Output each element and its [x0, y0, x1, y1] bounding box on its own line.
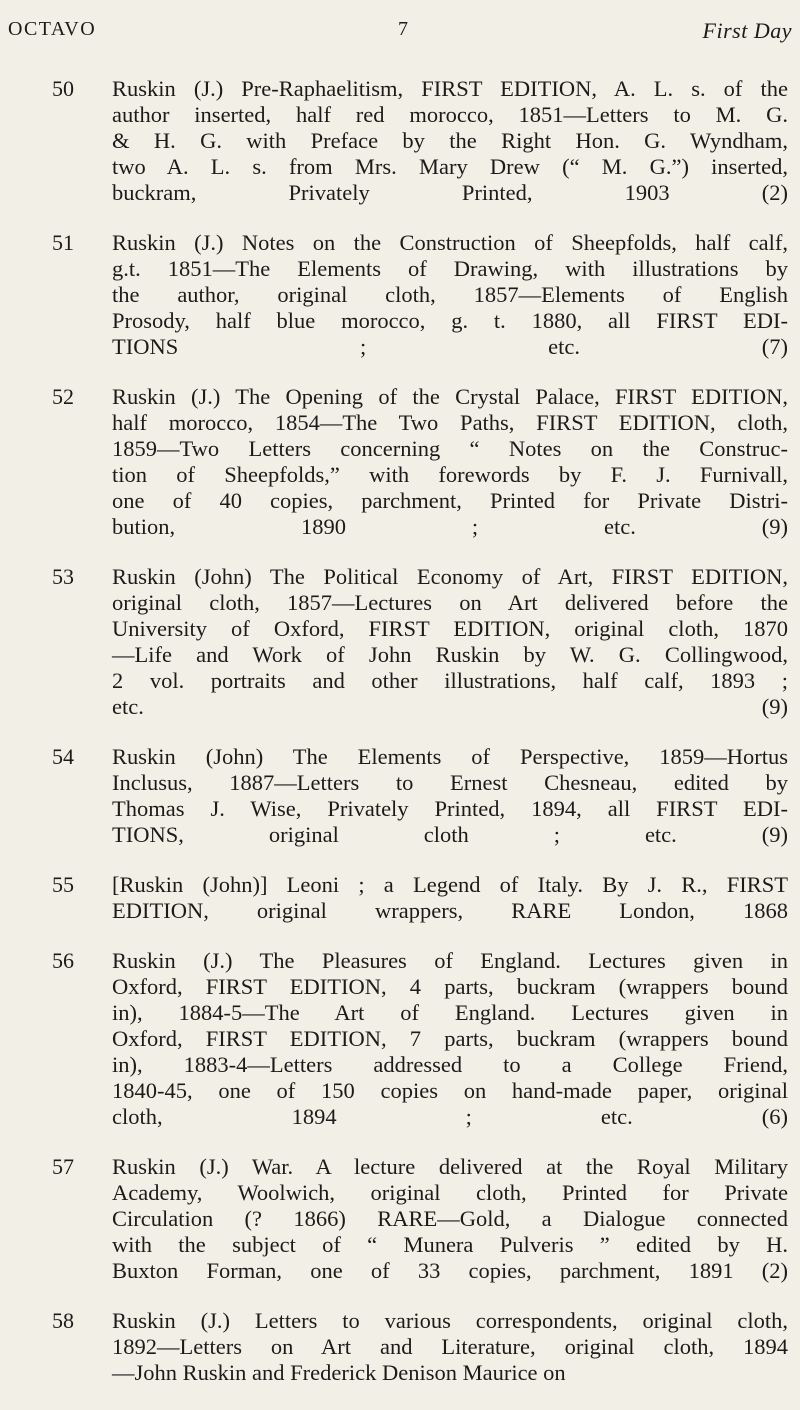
- lot-number: 54: [52, 744, 74, 769]
- description-line: Prosody, half blue morocco, g. t. 1880, all FIRST EDI-: [112, 308, 788, 333]
- lot-description: [112, 230, 788, 360]
- lot-description: [112, 744, 788, 848]
- description-line: Thomas J. Wise, Privately Printed, 1894, all FIRST EDI-: [112, 796, 788, 821]
- description-line: EDITION, original wrappers, RARE London, 1868: [112, 898, 788, 923]
- description-line: author inserted, half red morocco, 1851—Letters to M. G.: [112, 102, 788, 127]
- description-line: Ruskin (J.) The Pleasures of England. Lectures given in: [112, 948, 788, 973]
- description-line: one of 40 copies, parchment, Printed for Private Distri-: [112, 488, 788, 513]
- description-line: —John Ruskin and Frederick Denison Maurice on: [112, 1360, 566, 1385]
- description-line: half morocco, 1854—The Two Paths, FIRST EDITION, cloth,: [112, 410, 788, 435]
- lot-number: 53: [52, 564, 74, 589]
- lot-entry: [0, 1154, 800, 1284]
- description-line: & H. G. with Preface by the Right Hon. G. Wyndham,: [112, 128, 788, 153]
- lot-number: 55: [52, 872, 74, 897]
- lot-description: [112, 564, 788, 720]
- description-line: 1859—Two Letters concerning “ Notes on the Construc-: [112, 436, 788, 461]
- description-line: —Life and Work of John Ruskin by W. G. Collingwood,: [112, 642, 788, 667]
- description-line: the author, original cloth, 1857—Elements of English: [112, 282, 788, 307]
- lot-entry: [0, 564, 800, 720]
- lot-list: [0, 76, 800, 1410]
- description-line: g.t. 1851—The Elements of Drawing, with illustrations by: [112, 256, 788, 281]
- description-line: Ruskin (John) The Political Economy of Art, FIRST EDITION,: [112, 564, 788, 589]
- description-line: Oxford, FIRST EDITION, 4 parts, buckram (wrappers bound: [112, 974, 788, 999]
- description-line: TIONS, original cloth ; etc. (9): [112, 822, 788, 847]
- lot-description: [112, 76, 788, 206]
- lot-entry: [0, 384, 800, 540]
- description-line: 1892—Letters on Art and Literature, original cloth, 1894: [112, 1334, 788, 1359]
- lot-description: [112, 948, 788, 1130]
- description-line: buckram, Privately Printed, 1903 (2): [112, 180, 788, 205]
- lot-entry: [0, 744, 800, 848]
- description-line: etc. (9): [112, 694, 788, 719]
- description-line: tion of Sheepfolds,” with forewords by F. J. Furnivall,: [112, 462, 788, 487]
- page-header: [8, 18, 792, 48]
- page-number: 7: [398, 18, 409, 40]
- lot-entry: [0, 1308, 800, 1386]
- description-line: 2 vol. portraits and other illustrations, half calf, 1893 ;: [112, 668, 788, 693]
- description-line: in), 1883-4—Letters addressed to a College Friend,: [112, 1052, 788, 1077]
- lot-number: 57: [52, 1154, 74, 1179]
- lot-number: 58: [52, 1308, 74, 1333]
- lot-description: [112, 1308, 788, 1386]
- description-line: 1840-45, one of 150 copies on hand-made paper, original: [112, 1078, 788, 1103]
- lot-entry: [0, 76, 800, 206]
- lot-number: 51: [52, 230, 74, 255]
- lot-entry: [0, 948, 800, 1130]
- description-line: with the subject of “ Munera Pulveris ” edited by H.: [112, 1232, 788, 1257]
- description-line: cloth, 1894 ; etc. (6): [112, 1104, 788, 1129]
- description-line: in), 1884-5—The Art of England. Lectures given in: [112, 1000, 788, 1025]
- description-line: Ruskin (J.) War. A lecture delivered at the Royal Military: [112, 1154, 788, 1179]
- lot-entry: [0, 230, 800, 360]
- lot-entry: [0, 872, 800, 924]
- lot-number: 52: [52, 384, 74, 409]
- description-line: Ruskin (J.) Pre-Raphaelitism, FIRST EDITION, A. L. s. of the: [112, 76, 788, 101]
- lot-description: [112, 384, 788, 540]
- description-line: Ruskin (John) The Elements of Perspective, 1859—Hortus: [112, 744, 788, 769]
- header-sale-day: First Day: [702, 18, 792, 43]
- description-line: [Ruskin (John)] Leoni ; a Legend of Italy. By J. R., FIRST: [112, 872, 788, 897]
- description-line: Inclusus, 1887—Letters to Ernest Chesneau, edited by: [112, 770, 788, 795]
- description-line: Academy, Woolwich, original cloth, Printed for Private: [112, 1180, 788, 1205]
- description-line: Circulation (? 1866) RARE—Gold, a Dialogue connected: [112, 1206, 788, 1231]
- description-line: Ruskin (J.) Notes on the Construction of Sheepfolds, half calf,: [112, 230, 788, 255]
- description-line: bution, 1890 ; etc. (9): [112, 514, 788, 539]
- header-format: OCTAVO: [8, 18, 97, 40]
- lot-number: 56: [52, 948, 74, 973]
- description-line: Ruskin (J.) The Opening of the Crystal Palace, FIRST EDITION,: [112, 384, 788, 409]
- description-line: original cloth, 1857—Lectures on Art delivered before the: [112, 590, 788, 615]
- description-line: University of Oxford, FIRST EDITION, original cloth, 1870: [112, 616, 788, 641]
- description-line: Ruskin (J.) Letters to various correspondents, original cloth,: [112, 1308, 788, 1333]
- lot-number: 50: [52, 76, 74, 101]
- description-line: two A. L. s. from Mrs. Mary Drew (“ M. G.”) inserted,: [112, 154, 788, 179]
- description-line: Oxford, FIRST EDITION, 7 parts, buckram (wrappers bound: [112, 1026, 788, 1051]
- description-line: Buxton Forman, one of 33 copies, parchment, 1891 (2): [112, 1258, 788, 1283]
- description-line: TIONS ; etc. (7): [112, 334, 788, 359]
- lot-description: [112, 1154, 788, 1284]
- lot-description: [112, 872, 788, 924]
